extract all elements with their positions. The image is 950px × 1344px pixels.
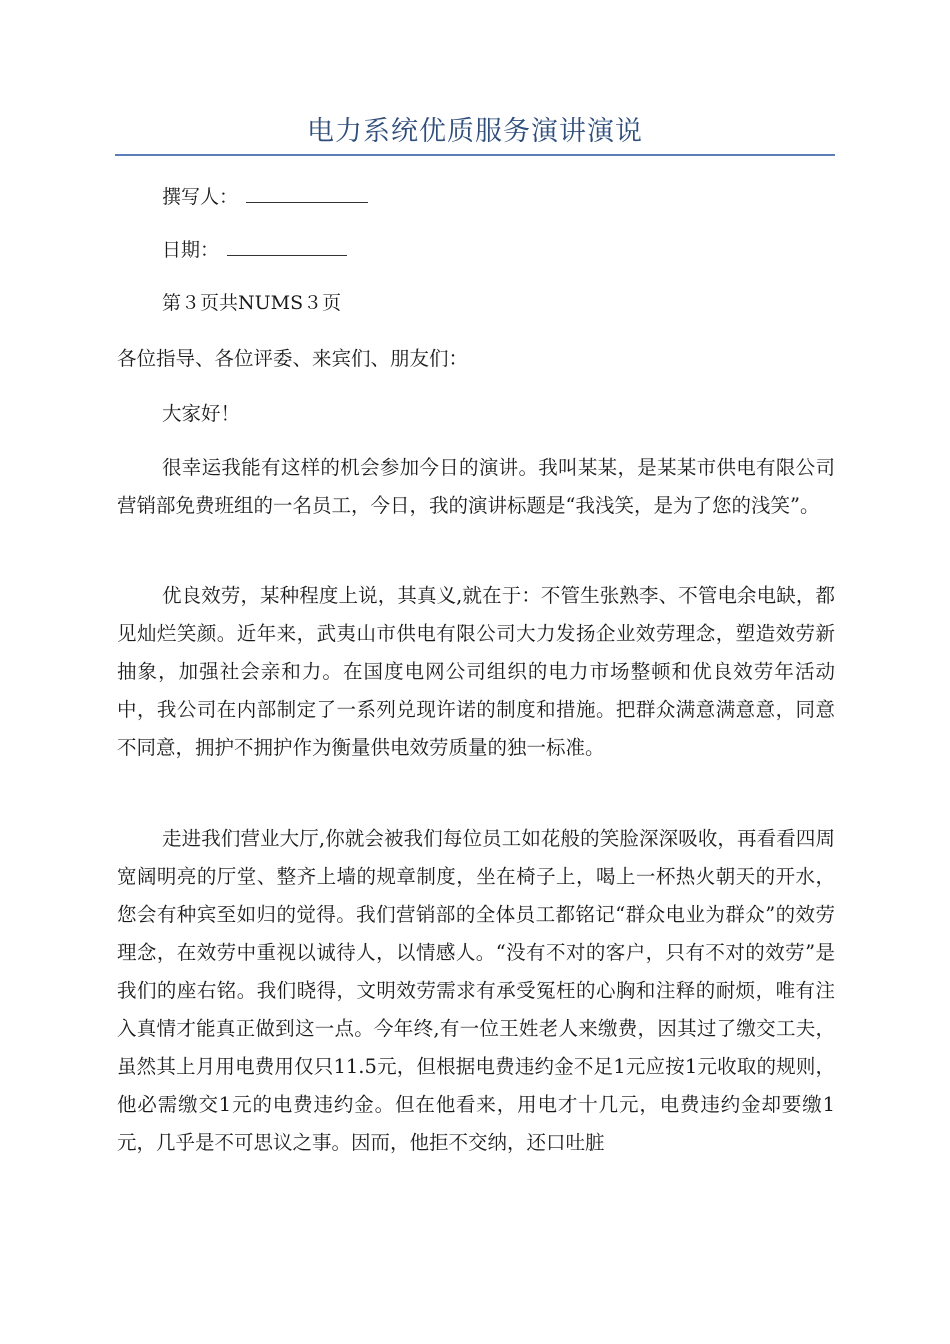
date-label: 日期： — [162, 239, 220, 261]
author-blank — [246, 182, 368, 203]
author-line — [162, 182, 368, 211]
document-title: 电力系统优质服务演讲演说 — [307, 116, 643, 147]
author-label: 撰写人： — [162, 186, 239, 208]
date-blank — [227, 235, 347, 256]
hello-line: 大家好！ — [162, 402, 241, 425]
paragraph-3: 走进我们营业大厅,你就会被我们每位员工如花般的笑脸深深吸收，再看看四周宽阔明亮的厅堂、整齐上墙的规章制度，坐在椅子上，喝上一杯热火朝天的开水，您会有种宾至如归的觉得。我们营销部的全体员工都铭记“群众电业为群众”的效劳理念，在效劳中重视以诚待人，以情感人。“没有不对的客户，只有不对的效劳”是我们的座右铭。我们晓得，文明效劳需求有承受冤枉的心胸和注释的耐烦，唯有注入真情才能真正做到这一点。今年终,有一位王姓老人来缴费，因其过了缴交工夫，虽然其上月用电费用仅只11.5元，但根据电费违约金不足1元应按1元收取的规则，他必需缴交1元的电费违约金。但在他看来，用电才十几元，电费违约金却要缴1元，几乎是不可思议之事。因而，他拒不交纳，还口吐脏 — [117, 827, 835, 1154]
title-underline — [115, 154, 835, 156]
greeting: 各位指导、各位评委、来宾们、朋友们： — [117, 347, 469, 370]
date-line — [162, 235, 347, 264]
page-info: 第３页共NUMS３页 — [162, 292, 342, 314]
paragraph-1: 很幸运我能有这样的机会参加今日的演讲。我叫某某，是某某市供电有限公司营销部免费班组的一名员工，今日，我的演讲标题是“我浅笑，是为了您的浅笑”。 — [117, 456, 835, 517]
paragraph-2: 优良效劳，某种程度上说，其真义,就在于：不管生张熟李、不管电余电缺，都见灿烂笑颜。近年来，武夷山市供电有限公司大力发扬企业效劳理念，塑造效劳新抽象，加强社会亲和力。在国度电网公司组织的电力市场整顿和优良效劳年活动中，我公司在内部制定了一系列兑现许诺的制度和措施。把群众满意满意意，同意不同意，拥护不拥护作为衡量供电效劳质量的独一标准。 — [117, 584, 835, 759]
